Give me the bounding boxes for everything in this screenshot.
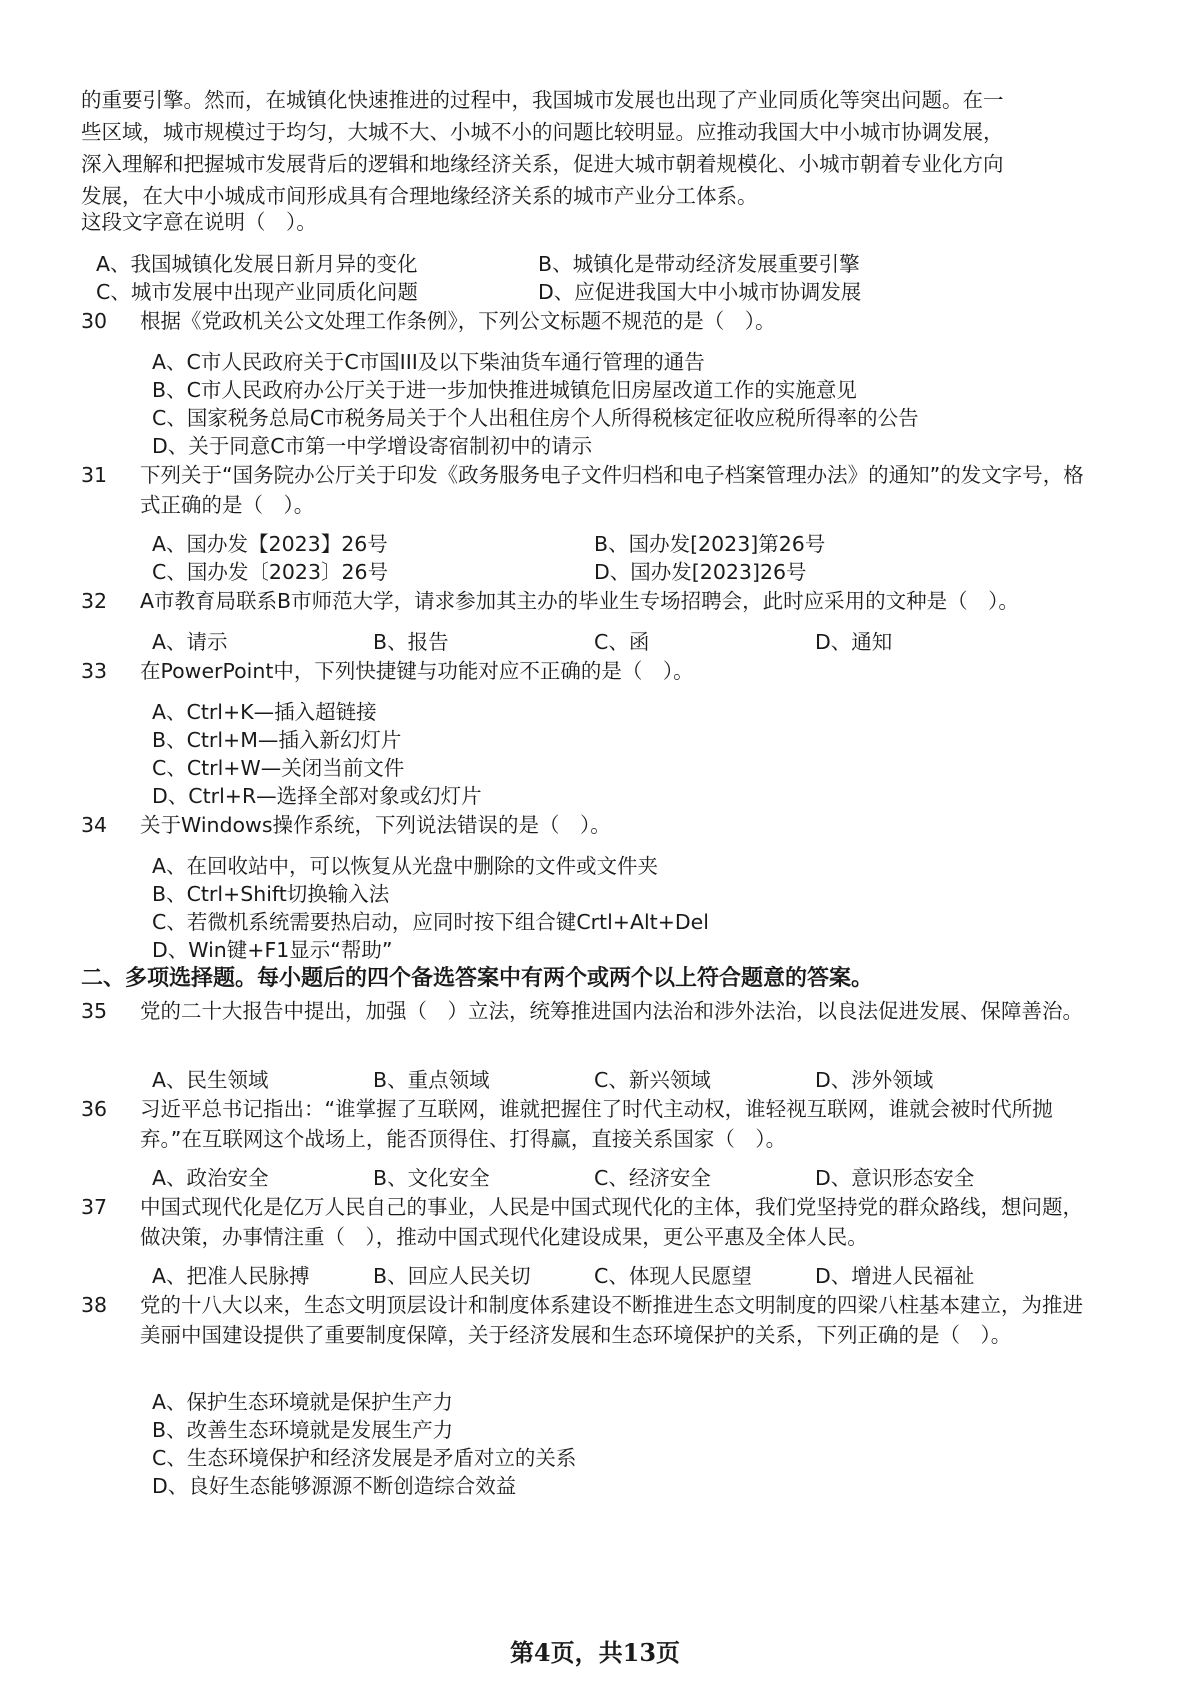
question-stem: 下列关于“国务院办公厅关于印发《政务服务电子文件归档和电子档案管理办法》的通知”的发文字号，格式正确的是（ ）。 (140, 463, 1084, 517)
option-c: C、Ctrl+W—关闭当前文件 (152, 756, 405, 780)
option-d: D、增进人民福祉 (815, 1264, 975, 1288)
option-a: A、请示 (152, 630, 228, 654)
option-b: B、Ctrl+M—插入新幻灯片 (152, 728, 402, 752)
option-c: C、函 (594, 630, 650, 654)
section-heading: 二、多项选择题。每小题后的四个备选答案中有两个或两个以上符合题意的答案。 (81, 966, 874, 991)
option-a: A、在回收站中，可以恢复从光盘中删除的文件或文件夹 (152, 854, 659, 878)
option-a: A、C市人民政府关于C市国III及以下柴油货车通行管理的通告 (152, 350, 705, 374)
question-stem: 中国式现代化是亿万人民自己的事业，人民是中国式现代化的主体，我们党坚持党的群众路线，想问题，做决策，办事情注重（ ），推动中国式现代化建设成果，更公平惠及全体人民。 (140, 1195, 1083, 1249)
question-stem: 根据《党政机关公文处理工作条例》，下列公文标题不规范的是（ ）。 (140, 309, 776, 333)
page-number: 第4页，共13页 (509, 1638, 681, 1667)
reading-passage: 的重要引擎。然而，在城镇化快速推进的过程中，我国城市发展也出现了产业同质化等突出问题。在一些区域，城市规模过于均匀，大城不大、小城不小的问题比较明显。应推动我国大中小城市协调发展，深入理解和把握城市发展背后的逻辑和地缘经济关系，促进大城市朝着规模化、小城市朝着专业化方向发展，在大中小城成市间形成具有合理地缘经济关系的城市产业分工体系。 (81, 88, 1004, 208)
option-b: B、重点领域 (373, 1068, 490, 1092)
question-stem: 习近平总书记指出：“谁掌握了互联网，谁就把握住了时代主动权，谁轻视互联网，谁就会被时代所抛弃。”在互联网这个战场上，能否顶得住、打得赢，直接关系国家（ ）。 (140, 1097, 1053, 1151)
option-c: C、体现人民愿望 (594, 1264, 752, 1288)
option-d: D、良好生态能够源源不断创造综合效益 (152, 1474, 517, 1498)
question-stem: 关于Windows操作系统，下列说法错误的是（ ）。 (140, 813, 611, 837)
question-number: 35 (81, 999, 108, 1023)
option-a: A、国办发【2023】26号 (152, 532, 388, 556)
option-b: B、回应人民关切 (373, 1264, 531, 1288)
option-d: D、国办发[2023]26号 (594, 560, 807, 584)
option-c: C、生态环境保护和经济发展是矛盾对立的关系 (152, 1446, 577, 1470)
option-a: A、政治安全 (152, 1166, 269, 1190)
option-b: B、国办发[2023]第26号 (594, 532, 826, 556)
option-d: D、Ctrl+R—选择全部对象或幻灯片 (152, 784, 482, 808)
option-a: A、把准人民脉搏 (152, 1264, 310, 1288)
option-c: C、国办发〔2023〕26号 (152, 560, 389, 584)
option-d: D、涉外领域 (815, 1068, 934, 1092)
option-a: A、保护生态环境就是保护生产力 (152, 1390, 454, 1414)
question-stem: A市教育局联系B市师范大学，请求参加其主办的毕业生专场招聘会，此时应采用的文种是（ ）。 (140, 589, 1019, 613)
option-d: D、通知 (815, 630, 893, 654)
question-number: 34 (81, 813, 108, 837)
option-c: C、新兴领域 (594, 1068, 711, 1092)
question-number: 37 (81, 1195, 108, 1219)
option-c: C、经济安全 (594, 1166, 711, 1190)
question-number: 32 (81, 589, 108, 613)
option-d: D、关于同意C市第一中学增设寄宿制初中的请示 (152, 434, 593, 458)
passage-question: 这段文字意在说明（ ）。 (81, 210, 317, 234)
option-d: D、Win键+F1显示“帮助” (152, 938, 393, 962)
option-a: A、民生领域 (152, 1068, 269, 1092)
question-number: 33 (81, 659, 108, 683)
option-b: B、文化安全 (373, 1166, 490, 1190)
question-number: 31 (81, 463, 108, 487)
option-a: A、Ctrl+K—插入超链接 (152, 700, 377, 724)
option-a: A、我国城镇化发展日新月异的变化 (96, 252, 418, 276)
question-number: 30 (81, 309, 108, 333)
option-c: C、城市发展中出现产业同质化问题 (96, 280, 418, 304)
option-c: C、国家税务总局C市税务局关于个人出租住房个人所得税核定征收应税所得率的公告 (152, 406, 919, 430)
question-stem: 党的十八大以来，生态文明顶层设计和制度体系建设不断推进生态文明制度的四梁八柱基本建立，为推进美丽中国建设提供了重要制度保障，关于经济发展和生态环境保护的关系，下列正确的是（ ）。 (140, 1293, 1083, 1347)
option-d: D、意识形态安全 (815, 1166, 975, 1190)
question-stem: 在PowerPoint中，下列快捷键与功能对应不正确的是（ ）。 (140, 659, 694, 683)
option-b: B、Ctrl+Shift切换输入法 (152, 882, 390, 906)
option-d: D、应促进我国大中小城市协调发展 (538, 280, 862, 304)
option-b: B、C市人民政府办公厅关于进一步加快推进城镇危旧房屋改道工作的实施意见 (152, 378, 857, 402)
question-stem: 党的二十大报告中提出，加强（ ）立法，统筹推进国内法治和涉外法治，以良法促进发展、保障善治。 (140, 999, 1083, 1023)
question-number: 36 (81, 1097, 108, 1121)
option-b: B、报告 (373, 630, 449, 654)
option-b: B、城镇化是带动经济发展重要引擎 (538, 252, 860, 276)
option-b: B、改善生态环境就是发展生产力 (152, 1418, 454, 1442)
option-c: C、若微机系统需要热启动，应同时按下组合键Crtl+Alt+Del (152, 910, 709, 934)
question-number: 38 (81, 1293, 108, 1317)
